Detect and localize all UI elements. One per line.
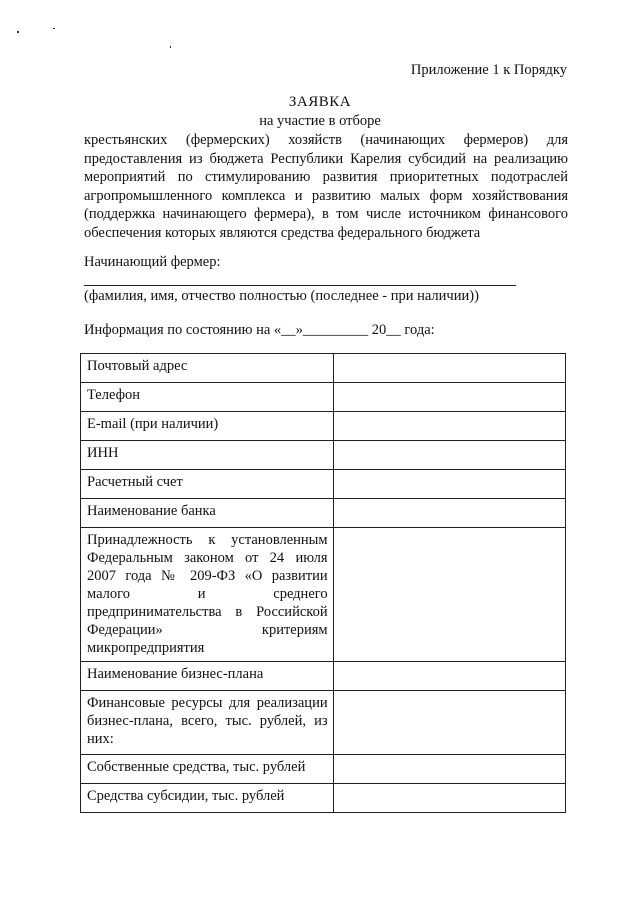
row-label: E-mail (при наличии) [81, 412, 334, 441]
row-value-cell[interactable] [333, 662, 565, 691]
scan-speck [170, 46, 171, 48]
info-table [80, 353, 566, 813]
table-row [81, 499, 566, 528]
row-value-cell[interactable] [333, 691, 565, 755]
row-label: Наименование банка [81, 499, 334, 528]
row-value-cell[interactable] [333, 755, 565, 784]
date-statement: Информация по состоянию на «__»_________ 20__ года: [84, 322, 435, 338]
table-row [81, 691, 566, 755]
row-value-cell[interactable] [333, 412, 565, 441]
table-row [81, 383, 566, 412]
document-title: ЗАЯВКА [288, 94, 352, 110]
row-label: Принадлежность к установленным Федеральным законом от 24 июля 2007 года № 209-ФЗ «О развитии малого и среднего предпринимательства в Российской Федерации» критериям микропредприятия [81, 528, 334, 662]
appendix-reference: Приложение 1 к Порядку [410, 62, 567, 78]
table-row [81, 354, 566, 383]
table-row [81, 470, 566, 499]
farmer-name-hint: (фамилия, имя, отчество полностью (последнее - при наличии)) [84, 288, 479, 304]
table-row [81, 441, 566, 470]
table-row [81, 528, 566, 662]
document-subtitle: на участие в отборе [259, 113, 381, 129]
row-value-cell[interactable] [333, 354, 565, 383]
row-label: ИНН [81, 441, 334, 470]
table-row [81, 412, 566, 441]
farmer-name-line [84, 285, 516, 286]
table-row [81, 755, 566, 784]
row-label: Расчетный счет [81, 470, 334, 499]
row-label: Почтовый адрес [81, 354, 334, 383]
row-label: Финансовые ресурсы для реализации бизнес-плана, всего, тыс. рублей, из них: [81, 691, 334, 755]
scan-speck [53, 28, 55, 29]
table-row [81, 784, 566, 813]
row-value-cell[interactable] [333, 470, 565, 499]
application-description: крестьянских (фермерских) хозяйств (начинающих фермеров) для предоставления из бюджета Республики Карелия субсидий на реализацию мероприятий по стимулированию развития приоритетных подотраслей агропромышленного комплекса и развитию малых форм хозяйствования (поддержка начинающего фермера), в том числе источником финансового обеспечения которых являются средства федерального бюджета [84, 132, 568, 241]
row-label: Средства субсидии, тыс. рублей [81, 784, 334, 813]
row-value-cell[interactable] [333, 499, 565, 528]
row-label: Телефон [81, 383, 334, 412]
row-value-cell[interactable] [333, 383, 565, 412]
row-value-cell[interactable] [333, 441, 565, 470]
table-row [81, 662, 566, 691]
row-label: Наименование бизнес-плана [81, 662, 334, 691]
scan-speck [17, 31, 19, 33]
row-value-cell[interactable] [333, 528, 565, 662]
farmer-label: Начинающий фермер: [84, 254, 221, 270]
row-value-cell[interactable] [333, 784, 565, 813]
row-label: Собственные средства, тыс. рублей [81, 755, 334, 784]
